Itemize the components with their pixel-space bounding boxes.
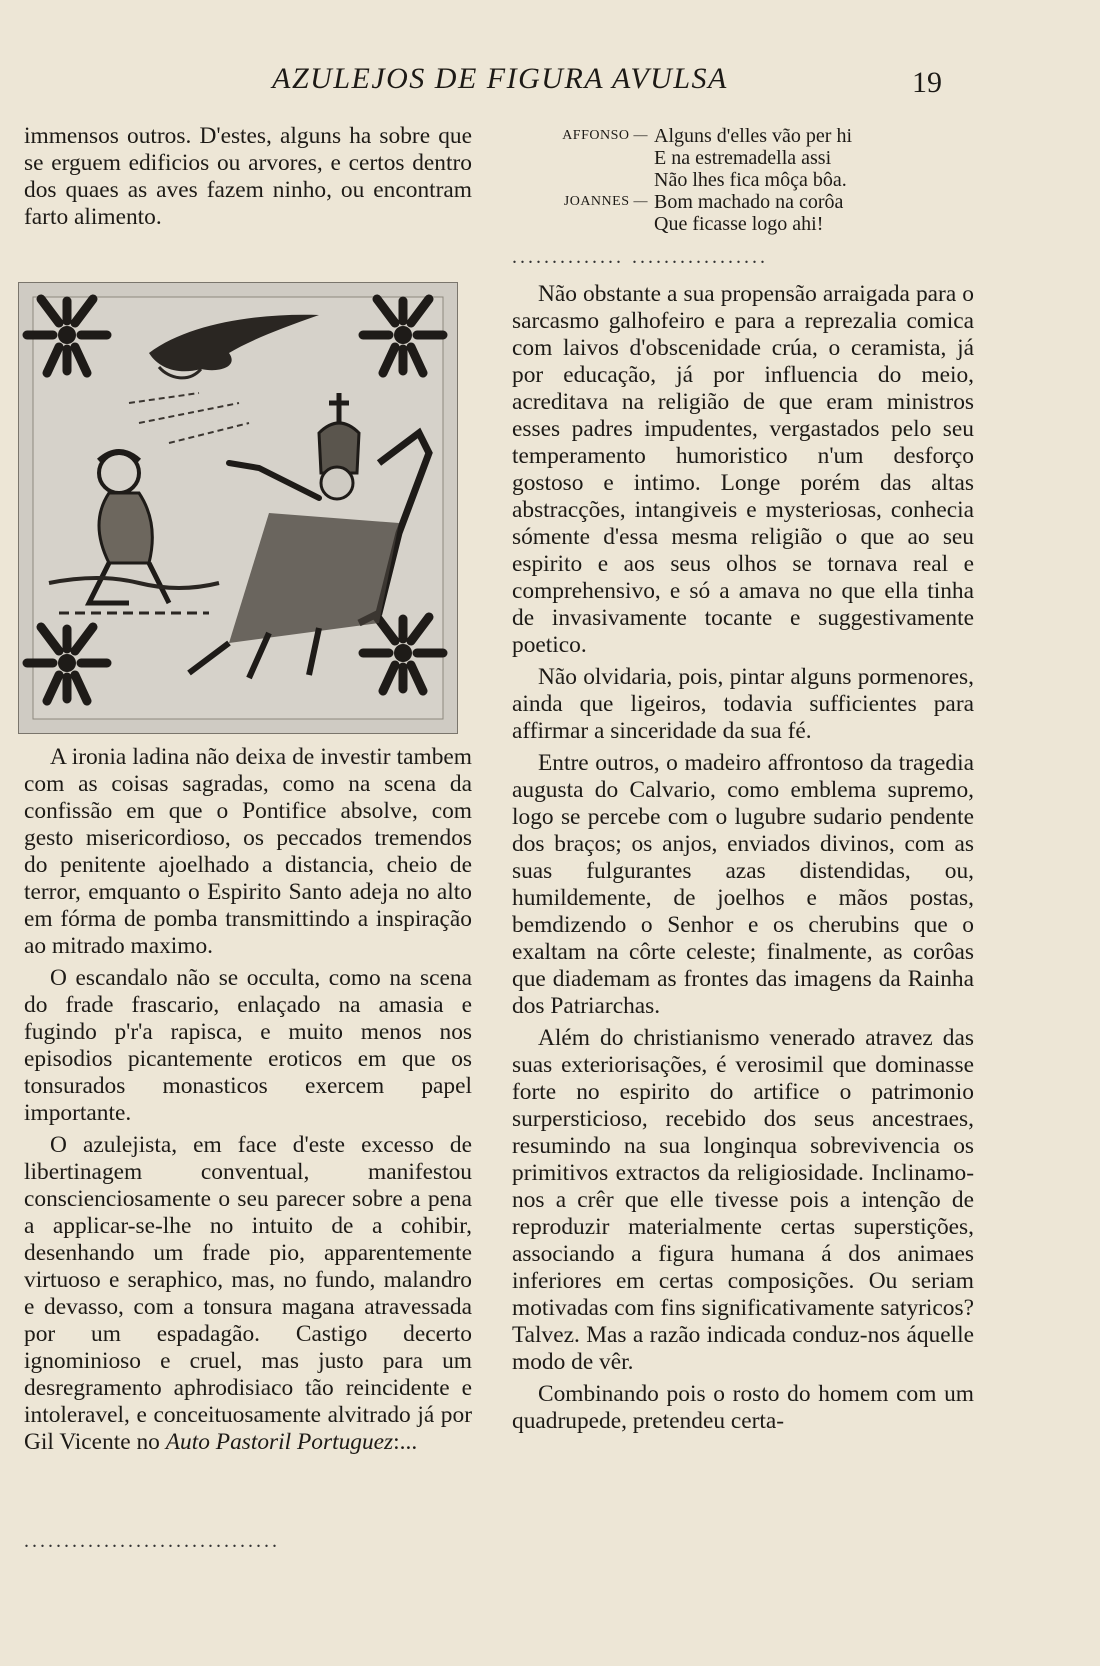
tile-illustration xyxy=(18,282,458,734)
paragraph: Além do christianismo venerado atravez das suas exteriorisações, é verosimil que dominasse forte no espirito do artifice o patrimonio surpersticioso, recebido dos seus ancestraes, resumindo na sua longinqua sobrevivencia os primitivos extractos da religiosidade. Inclinamo-nos a crêr que elle tivesse pois a intenção de reproduzir materialmente certas superstições, associando a figura humana á dos animaes inferiores em certas composições. Ou seriam motivadas com fins significativamente satyricos? Talvez. Mas a razão indicada conduz-nos áquelle modo de vêr. xyxy=(512,1025,974,1375)
verse-line xyxy=(512,125,974,147)
paragraph: Entre outros, o madeiro affrontoso da tragedia augusta do Calvario, como emblema supremo, logo se percebe com o lugubre sudario pendente dos braços; os anjos, enviados divinos, com as suas fulgurantes azas distendidas, ou, humildemente, de joelhos e mãos postas, bemdizendo o Senhor e os cherubins que o exaltam na côrte celeste; finalmente, as corôas que diademam as frontes das imagens da Rainha dos Patriarchas. xyxy=(512,750,974,1019)
running-header xyxy=(0,62,1100,102)
paragraph: O escandalo não se occulta, como na scena do frade frascario, enlaçado na amasia e fugindo p'r'a rapisca, e muito menos nos episodios picantemente eroticos em que os tonsurados monasticos exercem papel importante. xyxy=(24,965,472,1126)
verse-text: Alguns d'elles vão per hi xyxy=(654,125,853,147)
speaker: AFFONSO — xyxy=(562,128,648,143)
paragraph-ellipsis: :... xyxy=(393,1429,418,1455)
left-column-top xyxy=(24,123,472,231)
speaker xyxy=(512,147,654,169)
verse-line xyxy=(512,169,974,191)
verse-text: E na estremadella assi xyxy=(654,147,832,169)
verse-line xyxy=(512,213,974,235)
left-column-body xyxy=(24,744,472,1456)
running-title: AZULEJOS DE FIGURA AVULSA xyxy=(272,62,728,95)
ellipsis-line: ................................ xyxy=(24,1530,280,1552)
paragraph-text: O azulejista, em face d'este excesso de libertinagem conventual, manifestou conscienciosamente o seu parecer sobre a pena a applicar-se-lhe no intuito de a cohibir, desenhando um frade pio, apparentemente virtuoso e seraphico, mas, no fundo, malandro e devasso, com a tonsura magana atravessada por um espadagão. Castigo decerto ignominioso e cruel, mas justo para um desregramento aphrodisiaco tão reincidente e intoleravel, e conceituosamente alvitrado já por Gil Vicente no xyxy=(24,1132,472,1455)
verse-text: Não lhes fica môça bôa. xyxy=(654,169,847,191)
verse-text: Bom machado na corôa xyxy=(654,191,844,213)
work-title: Auto Pastoril Portuguez xyxy=(165,1429,394,1455)
tile-drawing xyxy=(19,283,457,733)
ellipsis-line: .............. ................. xyxy=(512,246,768,268)
page-number: 19 xyxy=(912,66,942,99)
verse-text: Que ficasse logo ahi! xyxy=(654,213,824,235)
right-column-body xyxy=(512,281,974,1435)
paragraph: immensos outros. D'estes, alguns ha sobre que se erguem edificios ou arvores, e certos dentro dos quaes as aves fazem ninho, ou encontram farto alimento. xyxy=(24,123,472,230)
paragraph: Não obstante a sua propensão arraigada para o sarcasmo galhofeiro e para a reprezalia comica com laivos d'obscenidade crúa, o ceramista, já por educação, já por influencia do meio, acreditava na religião de que eram ministros esses padres impudentes, vergastados pelo seu temperamento humoristico n'um desforço gostoso e intimo. Longe porém das altas abstracções, intangiveis e mysteriosas, conhecia sómente d'essa mesma religião o que ao seu espirito e aos seus olhos se tornava real e comprehensivo, e só a amava no que ella tinha de invasivamente tocante e suggestivamente poetico. xyxy=(512,281,974,658)
verse-line xyxy=(512,191,974,213)
speaker xyxy=(512,213,654,235)
verse-line xyxy=(512,147,974,169)
paragraph xyxy=(24,1132,472,1456)
verse-quotation xyxy=(512,125,974,235)
speaker: JOANNES — xyxy=(563,194,648,209)
paragraph: Combinando pois o rosto do homem com um quadrupede, pretendeu certa- xyxy=(512,1381,974,1434)
paragraph: A ironia ladina não deixa de investir tambem com as coisas sagradas, como na scena da confissão em que o Pontifice absolve, com gesto misericordioso, os peccados tremendos do penitente ajoelhado a distancia, cheio de terror, emquanto o Espirito Santo adeja no alto em fórma de pomba transmittindo a inspiração ao mitrado maximo. xyxy=(24,744,472,959)
speaker xyxy=(512,169,654,191)
paragraph: Não olvidaria, pois, pintar alguns pormenores, ainda que ligeiros, todavia sufficientes para affirmar a sinceridade da sua fé. xyxy=(512,664,974,744)
